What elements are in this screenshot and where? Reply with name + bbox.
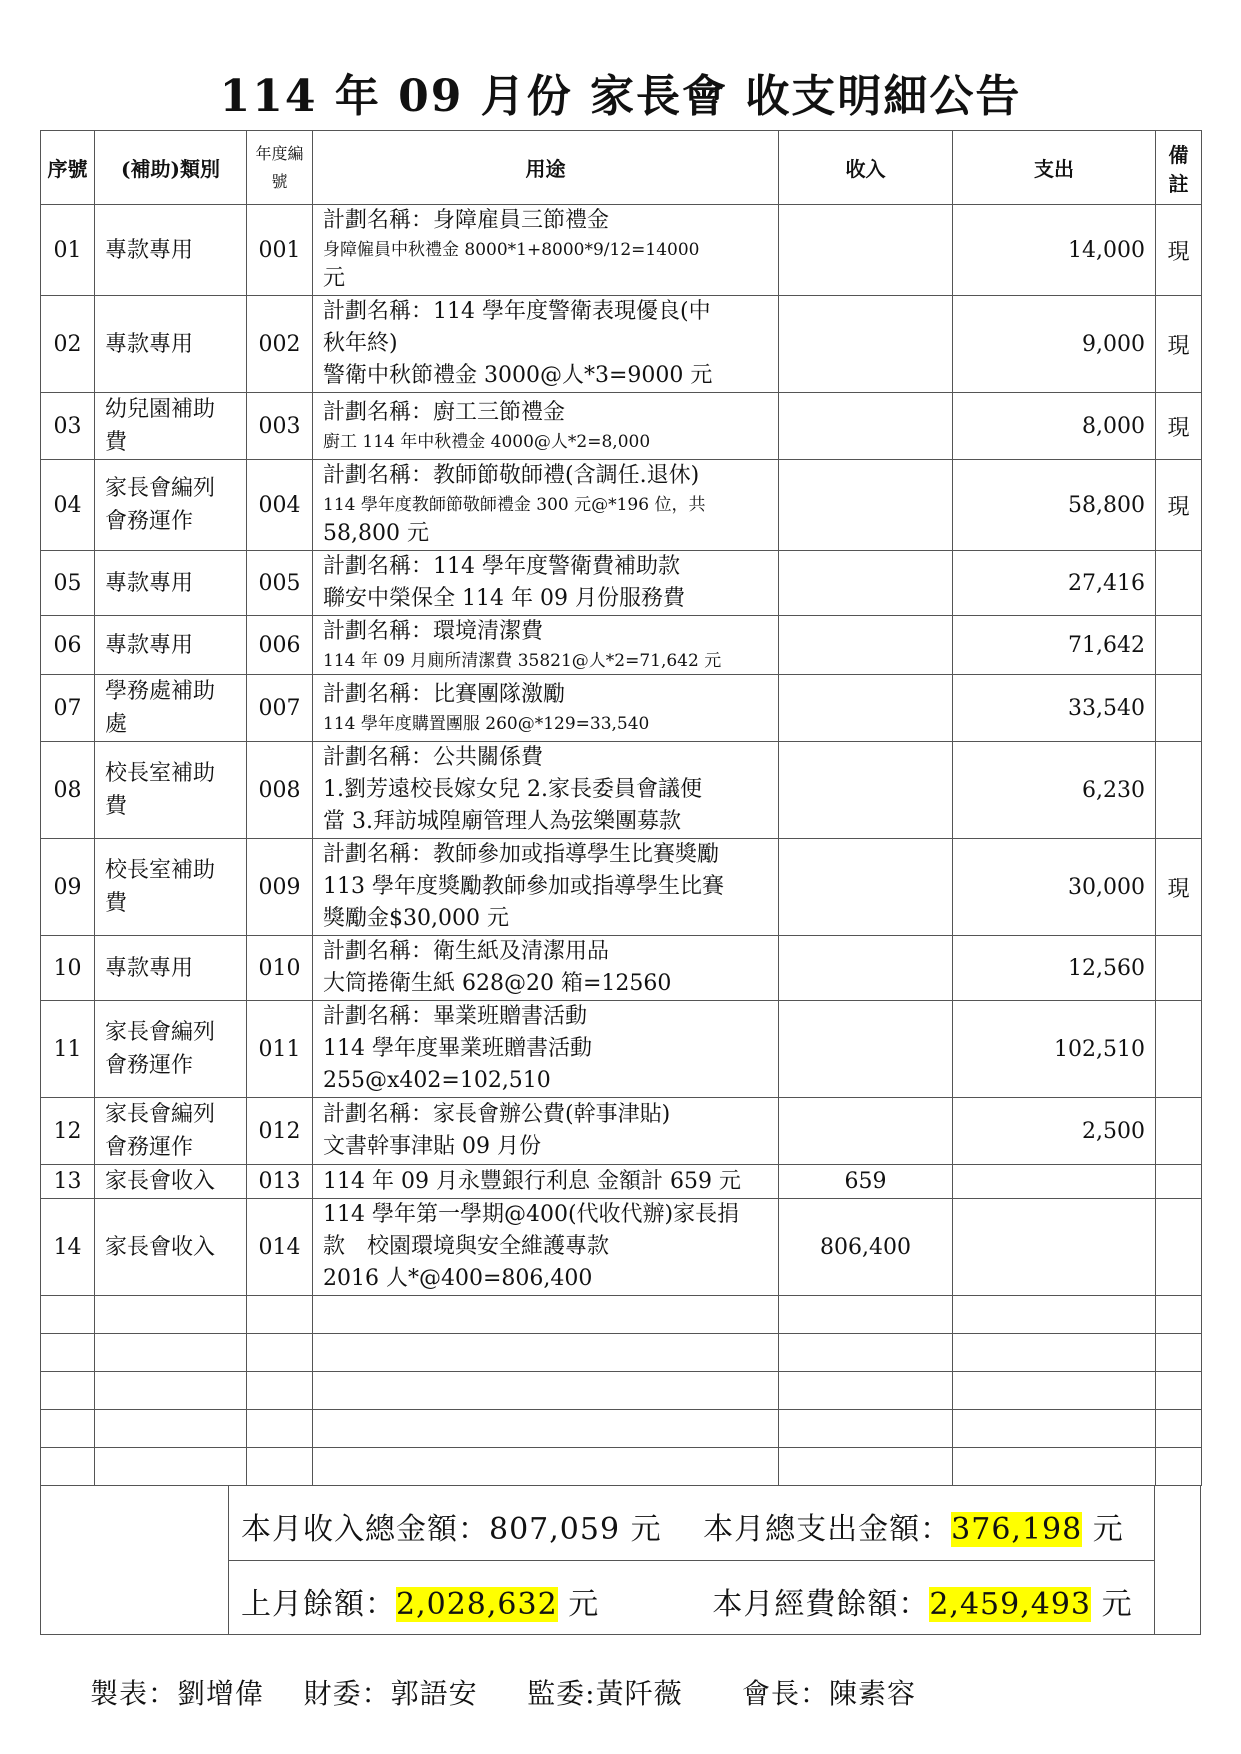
purpose-line: 文書幹事津貼 09 月份: [323, 1134, 541, 1159]
row-note: [1156, 675, 1202, 742]
row-income: [779, 675, 953, 742]
row-year-no: 003: [247, 393, 313, 460]
unit-label: 元: [1101, 1587, 1133, 1622]
row-purpose: [313, 393, 779, 460]
purpose-line: 秋年終): [323, 331, 398, 356]
row-income: [779, 551, 953, 616]
summary-box: [40, 1485, 1201, 1635]
purpose-line: 計劃名稱：114 學年度警衛表現優良(中: [323, 299, 711, 324]
purpose-line: 計劃名稱：衛生紙及清潔用品: [323, 939, 610, 964]
balance-value: 2,459,493: [929, 1587, 1092, 1622]
row-note: [1156, 1098, 1202, 1165]
purpose-line: 255@x402=102,510: [323, 1068, 551, 1093]
purpose-line: 114 年 09 月永豐銀行利息 金額計 659 元: [323, 1168, 741, 1194]
row-purpose: [313, 296, 779, 393]
table-row: [41, 616, 1202, 675]
row-seq: 05: [41, 551, 95, 616]
supervisor-signature: 監委:黃阡薇: [527, 1677, 683, 1710]
table-row: [41, 1199, 1202, 1296]
purpose-line: 身障僱員中秋禮金 8000*1+8000*9/12=14000: [323, 240, 700, 260]
row-income: [779, 393, 953, 460]
row-year-no: 006: [247, 616, 313, 675]
row-purpose: [313, 1165, 779, 1199]
purpose-line: 計劃名稱：比賽團隊激勵: [323, 682, 566, 707]
row-note: 現: [1156, 296, 1202, 393]
purpose-line: 大筒捲衛生紙 628@20 箱=12560: [323, 971, 672, 996]
purpose-line: 警衛中秋節禮金 3000@人*3=9000 元: [323, 363, 713, 388]
row-purpose: [313, 551, 779, 616]
table-row: [41, 460, 1202, 551]
header-expense: 支出: [953, 131, 1156, 205]
row-expense: 71,642: [953, 616, 1156, 675]
table-row: [41, 551, 1202, 616]
purpose-line: 計劃名稱：114 學年度警衛費補助款: [323, 554, 680, 579]
row-purpose: [313, 460, 779, 551]
signature-footer: [90, 1672, 916, 1712]
row-category: 校長室補助費: [95, 839, 247, 936]
row-income: [779, 1098, 953, 1165]
row-year-no: 012: [247, 1098, 313, 1165]
row-note: [1156, 1199, 1202, 1296]
row-purpose: [313, 1199, 779, 1296]
row-purpose: [313, 616, 779, 675]
row-income: [779, 742, 953, 839]
row-category: 專款專用: [95, 616, 247, 675]
table-row: [41, 1001, 1202, 1098]
row-note: [1156, 742, 1202, 839]
table-row: [41, 742, 1202, 839]
prev-balance-label: 上月餘額：: [241, 1587, 396, 1622]
row-category: 專款專用: [95, 296, 247, 393]
purpose-line: 獎勵金$30,000 元: [323, 906, 509, 931]
row-seq: 08: [41, 742, 95, 839]
row-income: 806,400: [779, 1199, 953, 1296]
header-purpose: 用途: [313, 131, 779, 205]
row-income: [779, 296, 953, 393]
row-expense: 14,000: [953, 205, 1156, 296]
purpose-line: 計劃名稱：環境清潔費: [323, 619, 544, 644]
row-year-no: 002: [247, 296, 313, 393]
row-seq: 14: [41, 1199, 95, 1296]
purpose-line: 元: [323, 266, 346, 291]
expense-total-label: 本月總支出金額：: [703, 1512, 952, 1547]
row-year-no: 011: [247, 1001, 313, 1098]
purpose-line: 1.劉芳遠校長嫁女兒 2.家長委員會議便: [323, 777, 702, 802]
row-expense: 27,416: [953, 551, 1156, 616]
row-note: [1156, 616, 1202, 675]
table-row: [41, 1098, 1202, 1165]
unit-label: 元: [1092, 1512, 1124, 1547]
row-purpose: [313, 1098, 779, 1165]
row-expense: 12,560: [953, 936, 1156, 1001]
row-seq: 13: [41, 1165, 95, 1199]
purpose-line: 2016 人*@400=806,400: [323, 1266, 593, 1291]
summary-left-cell: [41, 1486, 229, 1634]
purpose-line: 114 年 09 月廁所清潔費 35821@人*2=71,642 元: [323, 651, 722, 671]
purpose-line: 計劃名稱：教師節敬師禮(含調任.退休): [323, 463, 700, 488]
purpose-line: 計劃名稱：身障雇員三節禮金: [323, 208, 610, 233]
purpose-line: 廚工 114 年中秋禮金 4000@人*2=8,000: [323, 432, 651, 452]
summary-row-balances: [241, 1579, 1133, 1623]
unit-label: 元: [568, 1587, 600, 1622]
row-seq: 10: [41, 936, 95, 1001]
row-category: 家長會編列會務運作: [95, 1098, 247, 1165]
maker-signature: 製表：劉增偉: [90, 1677, 265, 1710]
purpose-line: 聯安中榮保全 114 年 09 月份服務費: [323, 586, 685, 611]
row-income: [779, 936, 953, 1001]
row-expense: [953, 1165, 1156, 1199]
row-seq: 03: [41, 393, 95, 460]
row-seq: 11: [41, 1001, 95, 1098]
row-purpose: [313, 675, 779, 742]
row-expense: 58,800: [953, 460, 1156, 551]
row-category: 校長室補助費: [95, 742, 247, 839]
purpose-line: 58,800 元: [323, 521, 429, 546]
row-category: 學務處補助處: [95, 675, 247, 742]
row-expense: 6,230: [953, 742, 1156, 839]
row-expense: 30,000: [953, 839, 1156, 936]
income-total-label: 本月收入總金額：: [241, 1512, 489, 1547]
row-year-no: 004: [247, 460, 313, 551]
row-expense: 8,000: [953, 393, 1156, 460]
row-seq: 02: [41, 296, 95, 393]
row-expense: 102,510: [953, 1001, 1156, 1098]
empty-row: [41, 1334, 1202, 1372]
row-note: [1156, 936, 1202, 1001]
row-expense: [953, 1199, 1156, 1296]
row-expense: 9,000: [953, 296, 1156, 393]
header-row: [41, 131, 1202, 205]
row-year-no: 014: [247, 1199, 313, 1296]
row-category: 幼兒園補助費: [95, 393, 247, 460]
row-year-no: 009: [247, 839, 313, 936]
purpose-line: 114 學年度購置團服 260@*129=33,540: [323, 714, 650, 734]
row-seq: 04: [41, 460, 95, 551]
header-year-no: 年度編號: [247, 131, 313, 205]
row-note: [1156, 1001, 1202, 1098]
income-total-value: 807,059: [489, 1512, 621, 1547]
summary-divider: [228, 1560, 1155, 1561]
header-seq: 序號: [41, 131, 95, 205]
row-year-no: 013: [247, 1165, 313, 1199]
ledger-table: [40, 130, 1202, 1486]
row-note: 現: [1156, 460, 1202, 551]
row-note: 現: [1156, 205, 1202, 296]
row-year-no: 008: [247, 742, 313, 839]
empty-row: [41, 1296, 1202, 1334]
row-year-no: 010: [247, 936, 313, 1001]
row-purpose: [313, 839, 779, 936]
row-note: [1156, 1165, 1202, 1199]
purpose-line: 當 3.拜訪城隍廟管理人為弦樂團募款: [323, 809, 681, 834]
purpose-line: 計劃名稱：家長會辦公費(幹事津貼): [323, 1102, 671, 1127]
table-row: [41, 296, 1202, 393]
table-row: [41, 675, 1202, 742]
expense-total-value: 376,198: [951, 1512, 1083, 1547]
row-note: 現: [1156, 393, 1202, 460]
row-note: [1156, 551, 1202, 616]
row-seq: 01: [41, 205, 95, 296]
row-income: [779, 460, 953, 551]
row-category: 家長會收入: [95, 1199, 247, 1296]
purpose-line: 款 校園環境與安全維護專款: [323, 1234, 610, 1259]
row-seq: 06: [41, 616, 95, 675]
row-year-no: 005: [247, 551, 313, 616]
summary-row-totals: [241, 1504, 1124, 1548]
row-purpose: [313, 1001, 779, 1098]
row-income: 659: [779, 1165, 953, 1199]
page-title: 114 年 09 月份 家長會 收支明細公告: [219, 71, 1022, 122]
purpose-line: 計劃名稱：教師參加或指導學生比賽獎勵: [323, 842, 720, 867]
row-category: 專款專用: [95, 205, 247, 296]
table-row: [41, 205, 1202, 296]
row-year-no: 007: [247, 675, 313, 742]
row-income: [779, 839, 953, 936]
purpose-line: 114 學年第一學期@400(代收代辦)家長捐: [323, 1202, 740, 1227]
row-note: 現: [1156, 839, 1202, 936]
row-purpose: [313, 936, 779, 1001]
table-row: [41, 936, 1202, 1001]
header-note: 備註: [1156, 131, 1202, 205]
empty-row: [41, 1448, 1202, 1486]
empty-row: [41, 1372, 1202, 1410]
purpose-line: 計劃名稱：公共關係費: [323, 745, 544, 770]
purpose-line: 114 學年度教師節敬師禮金 300 元@*196 位，共: [323, 495, 706, 515]
row-purpose: [313, 205, 779, 296]
row-year-no: 001: [247, 205, 313, 296]
unit-label: 元: [630, 1512, 662, 1547]
row-expense: 33,540: [953, 675, 1156, 742]
header-category: (補助)類別: [95, 131, 247, 205]
row-category: 家長會編列會務運作: [95, 460, 247, 551]
row-income: [779, 616, 953, 675]
row-income: [779, 1001, 953, 1098]
purpose-line: 114 學年度畢業班贈書活動: [323, 1036, 592, 1061]
row-income: [779, 205, 953, 296]
table-row: [41, 839, 1202, 936]
row-category: 專款專用: [95, 551, 247, 616]
row-category: 家長會編列會務運作: [95, 1001, 247, 1098]
summary-right-cell: [1154, 1486, 1200, 1634]
table-row: [41, 393, 1202, 460]
finance-signature: 財委：郭語安: [303, 1677, 478, 1710]
table-row: [41, 1165, 1202, 1199]
row-category: 家長會收入: [95, 1165, 247, 1199]
row-purpose: [313, 742, 779, 839]
row-expense: 2,500: [953, 1098, 1156, 1165]
purpose-line: 計劃名稱：廚工三節禮金: [323, 400, 566, 425]
row-seq: 07: [41, 675, 95, 742]
prev-balance-value: 2,028,632: [396, 1587, 558, 1622]
president-signature: 會長：陳素容: [742, 1677, 917, 1710]
balance-label: 本月經費餘額：: [712, 1587, 930, 1622]
purpose-line: 113 學年度獎勵教師參加或指導學生比賽: [323, 874, 724, 899]
header-income: 收入: [779, 131, 953, 205]
row-seq: 12: [41, 1098, 95, 1165]
purpose-line: 計劃名稱：畢業班贈書活動: [323, 1004, 588, 1029]
row-seq: 09: [41, 839, 95, 936]
row-category: 專款專用: [95, 936, 247, 1001]
empty-row: [41, 1410, 1202, 1448]
